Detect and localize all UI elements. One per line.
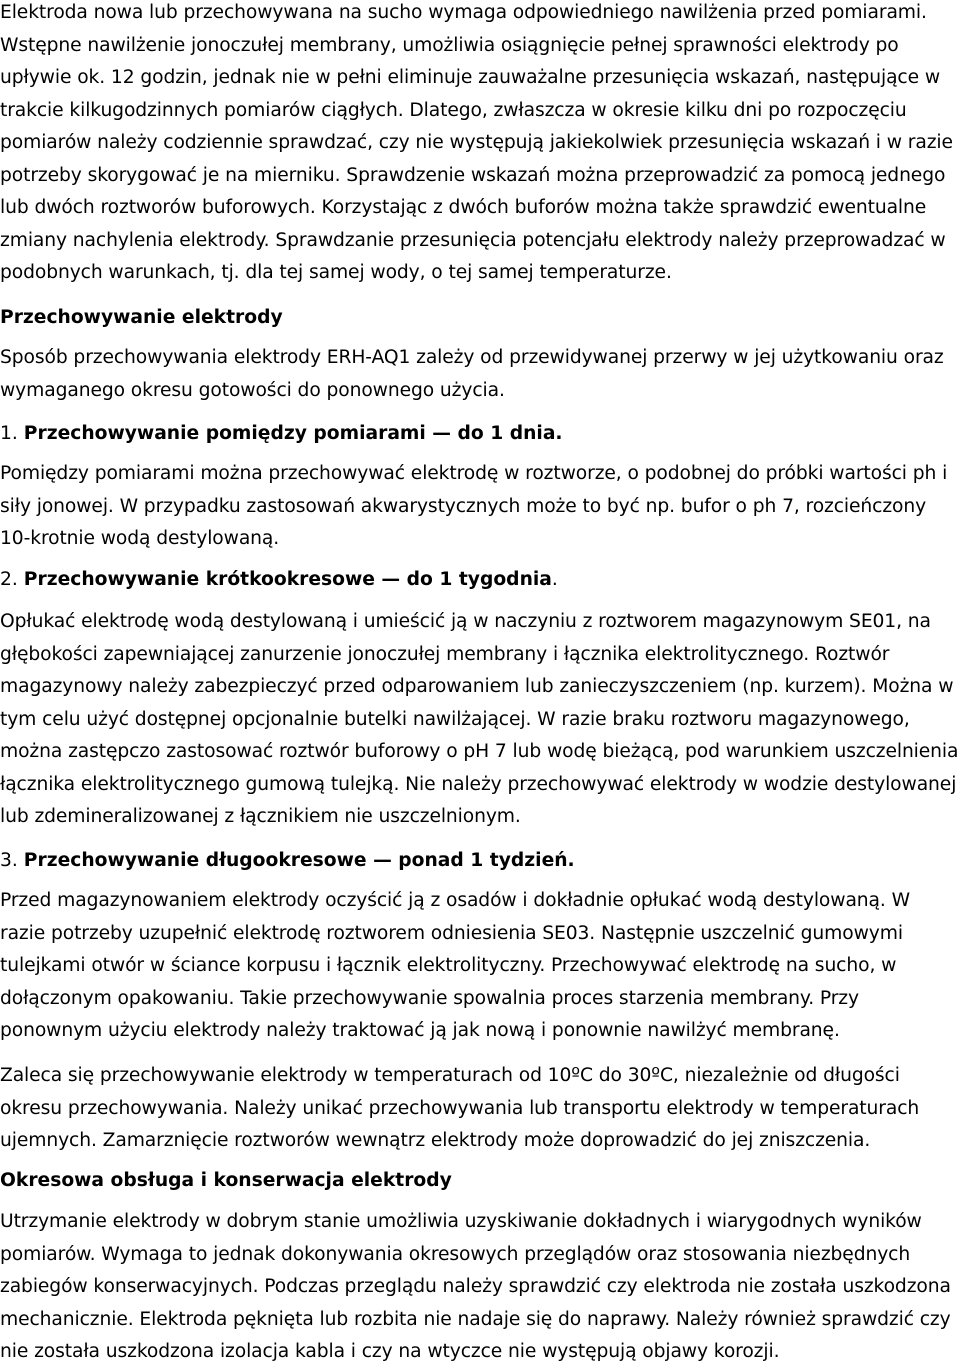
- paragraph-storage-intro: Sposób przechowywania elektrody ERH-AQ1 zależy od przewidywanej przerwy w jej użytkowaniu oraz wymaganego okresu gotowości do ponownego użycia.: [0, 347, 944, 401]
- list-number: 3.: [0, 850, 18, 871]
- list-title-tail: .: [551, 569, 558, 590]
- paragraph-between-measurements: Pomiędzy pomiarami można przechowywać elektrodę w roztworze, o podobnej do próbki wartości ph i siły jonowej. W przypadku zastosowań akwarystycznych może to być np. bufor o ph 7, rozcieńczony 10-krotnie wodą destylowaną.: [0, 463, 948, 549]
- list-number: 2.: [0, 569, 18, 590]
- section-heading-storage: Przechowywanie elektrody: [0, 307, 283, 328]
- section-heading-maintenance: Okresowa obsługa i konserwacja elektrody: [0, 1170, 452, 1191]
- paragraph-long-term-storage: Przed magazynowaniem elektrody oczyścić ją z osadów i dokładnie opłukać wodą destylowaną. W razie potrzeby uzupełnić elektrodę roztworem odniesienia SE03. Następnie uszczelnić gumowymi tulejkami otwór w ściance korpusu i łącznik elektrolityczny. Przechowywać elektrodę na sucho, w dołączonym opakowaniu. Takie przechowywanie spowalnia proces starzenia membrany. Przy ponownym użyciu elektrody należy traktować ją jak nową i ponownie nawilżyć membranę.: [0, 890, 910, 1041]
- numbered-heading-2: [0, 564, 558, 597]
- paragraph-storage-temperature: Zaleca się przechowywanie elektrody w temperaturach od 10ºC do 30ºC, niezależnie od długości okresu przechowywania. Należy unikać przechowywania lub transportu elektrody w temperaturach ujemnych. Zamarznięcie roztworów wewnątrz elektrody może doprowadzić do jej zniszczenia.: [0, 1065, 920, 1151]
- list-number: 1.: [0, 423, 18, 444]
- paragraph-electrode-hydration: Elektroda nowa lub przechowywana na sucho wymaga odpowiedniego nawilżenia przed pomiarami. Wstępne nawilżenie jonoczułej membrany, umożliwia osiągnięcie pełnej sprawności elektrody po upływie ok. 12 godzin, jednak nie w pełni eliminuje zauważalne przesunięcia wskazań, następujące w trakcie kilkugodzinnych pomiarów ciągłych. Dlatego, zwłaszcza w okresie kilku dni po rozpoczęciu pomiarów należy codziennie sprawdzać, czy nie występują jakiekolwiek przesunięcia wskazań i w razie potrzeby skorygować je na mierniku. Sprawdzenie wskazań można przeprowadzić za pomocą jednego lub dwóch roztworów buforowych. Korzystając z dwóch buforów można także sprawdzić ewentualne zmiany nachylenia elektrody. Sprawdzanie przesunięcia potencjału elektrody należy przeprowadzać w podobnych warunkach, tj. dla tej samej wody, o tej samej temperaturze.: [0, 2, 953, 283]
- list-title: Przechowywanie pomiędzy pomiarami — do 1 dnia.: [23, 423, 563, 444]
- paragraph-short-term-storage: Opłukać elektrodę wodą destylowaną i umieścić ją w naczyniu z roztworem magazynowym SE01, na głębokości zapewniającej zanurzenie jonoczułej membrany i łącznika elektrolitycznego. Roztwór magazynowy należy zabezpieczyć przed odparowaniem lub zanieczyszczeniem (np. kurzem). Można w tym celu użyć dostępnej opcjonalnie butelki nawilżającej. W razie braku roztworu magazynowego, można zastępczo zastosować roztwór buforowy o pH 7 lub wodę bieżącą, pod warunkiem uszczelnienia łącznika elektrolitycznego gumową tulejką. Nie należy przechowywać elektrody w wodzie destylowanej lub zdemineralizowanej z łącznikiem nie uszczelnionym.: [0, 611, 959, 827]
- list-title: Przechowywanie długookresowe — ponad 1 tydzień.: [23, 850, 575, 871]
- paragraph-maintenance: Utrzymanie elektrody w dobrym stanie umożliwia uzyskiwanie dokładnych i wiarygodnych wyników pomiarów. Wymaga to jednak dokonywania okresowych przeglądów oraz stosowania niezbędnych zabiegów konserwacyjnych. Podczas przeglądu należy sprawdzić czy elektroda nie została uszkodzona mechanicznie. Elektroda pęknięta lub rozbita nie nadaje się do naprawy. Należy również sprawdzić czy nie została uszkodzona izolacja kabla i czy na wtyczce nie występują objawy korozji.: [0, 1211, 951, 1362]
- numbered-heading-1: [0, 418, 563, 451]
- list-title: Przechowywanie krótkookresowe — do 1 tygodnia: [23, 569, 552, 590]
- numbered-heading-3: [0, 845, 575, 878]
